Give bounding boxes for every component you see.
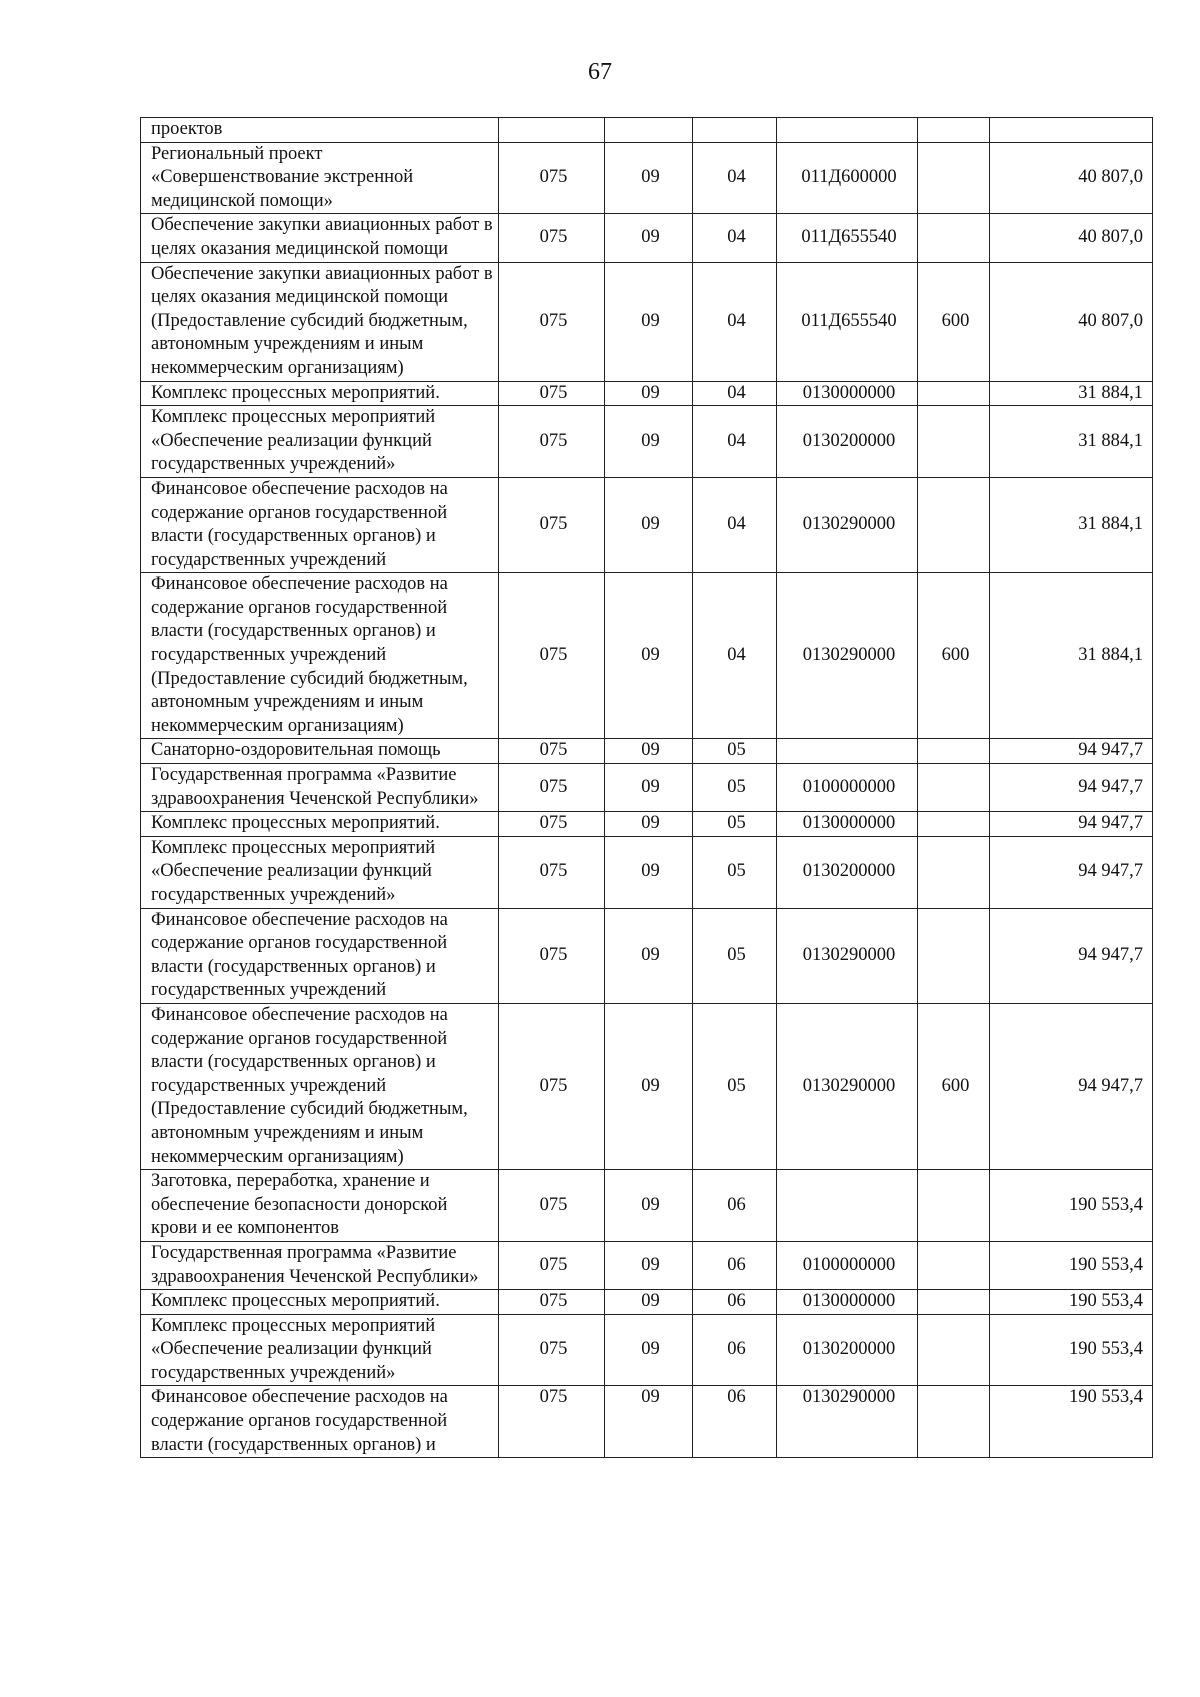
row-csr: 0130000000 [777, 1290, 918, 1315]
row-name: Комплекс процессных мероприятий. [141, 381, 499, 406]
row-rz: 09 [605, 142, 693, 214]
row-ved: 075 [499, 381, 605, 406]
table-row [141, 214, 1153, 262]
row-rz: 09 [605, 477, 693, 572]
row-name: Комплекс процессных мероприятий. [141, 812, 499, 837]
row-name: Обеспечение закупки авиационных работ в целях оказания медицинской помощи [141, 214, 499, 262]
row-sum: 94 947,7 [990, 908, 1153, 1003]
table-row [141, 406, 1153, 478]
row-csr: 0130290000 [777, 1003, 918, 1169]
row-rz: 09 [605, 573, 693, 739]
row-ved: 075 [499, 1290, 605, 1315]
row-ved: 075 [499, 1170, 605, 1242]
row-vr [918, 908, 990, 1003]
row-vr [918, 1290, 990, 1315]
row-sum: 40 807,0 [990, 142, 1153, 214]
page-number: 67 [588, 59, 612, 85]
row-name: Региональный проект «Совершенствование экстренной медицинской помощи» [141, 142, 499, 214]
row-csr: 0130200000 [777, 836, 918, 908]
row-pr: 06 [693, 1241, 777, 1289]
row-vr: 600 [918, 1003, 990, 1169]
table-row [141, 118, 1153, 143]
row-rz: 09 [605, 1170, 693, 1242]
row-sum: 94 947,7 [990, 836, 1153, 908]
row-rz: 09 [605, 739, 693, 764]
table-row [141, 1314, 1153, 1386]
row-pr: 04 [693, 477, 777, 572]
row-csr: 0130000000 [777, 381, 918, 406]
row-ved: 075 [499, 262, 605, 381]
row-pr: 04 [693, 262, 777, 381]
row-rz: 09 [605, 214, 693, 262]
table-row [141, 1290, 1153, 1315]
row-ved: 075 [499, 573, 605, 739]
row-ved: 075 [499, 477, 605, 572]
row-sum: 40 807,0 [990, 262, 1153, 381]
row-ved: 075 [499, 214, 605, 262]
row-rz: 09 [605, 381, 693, 406]
row-pr: 05 [693, 764, 777, 812]
row-name: Комплекс процессных мероприятий. [141, 1290, 499, 1315]
row-vr [918, 477, 990, 572]
row-pr: 04 [693, 406, 777, 478]
row-name: Финансовое обеспечение расходов на содержание органов государственной власти (государственных органов) и государственных учреждений (Предоставление субсидий бюджетным, автономным учреждениям и иным некоммерческим организациям) [141, 1003, 499, 1169]
row-pr: 05 [693, 1003, 777, 1169]
row-sum: 94 947,7 [990, 739, 1153, 764]
row-ved: 075 [499, 142, 605, 214]
row-ved: 075 [499, 406, 605, 478]
table-row [141, 381, 1153, 406]
row-vr [918, 812, 990, 837]
row-rz: 09 [605, 262, 693, 381]
row-csr [777, 118, 918, 143]
row-pr: 05 [693, 836, 777, 908]
row-rz: 09 [605, 908, 693, 1003]
row-pr: 05 [693, 908, 777, 1003]
row-csr: 0130290000 [777, 908, 918, 1003]
row-pr: 06 [693, 1170, 777, 1242]
row-sum: 190 553,4 [990, 1290, 1153, 1315]
row-csr: 0130290000 [777, 477, 918, 572]
row-name: Финансовое обеспечение расходов на содержание органов государственной власти (государственных органов) и государственных учреждений [141, 908, 499, 1003]
row-rz: 09 [605, 1314, 693, 1386]
budget-table-body [141, 118, 1153, 1458]
row-csr: 0130290000 [777, 1386, 918, 1458]
row-csr [777, 739, 918, 764]
row-rz: 09 [605, 406, 693, 478]
row-ved: 075 [499, 1003, 605, 1169]
row-sum: 31 884,1 [990, 573, 1153, 739]
row-vr: 600 [918, 262, 990, 381]
row-sum: 40 807,0 [990, 214, 1153, 262]
row-pr: 06 [693, 1314, 777, 1386]
row-sum: 31 884,1 [990, 406, 1153, 478]
row-pr: 05 [693, 739, 777, 764]
row-name: Финансовое обеспечение расходов на содержание органов государственной власти (государственных органов) и государственных учреждений [141, 477, 499, 572]
row-ved [499, 118, 605, 143]
row-sum [990, 118, 1153, 143]
row-vr [918, 1314, 990, 1386]
row-rz: 09 [605, 1241, 693, 1289]
row-vr [918, 739, 990, 764]
row-name: Комплекс процессных мероприятий «Обеспечение реализации функций государственных учреждений» [141, 406, 499, 478]
row-name: проектов [141, 118, 499, 143]
row-rz: 09 [605, 764, 693, 812]
row-name: Заготовка, переработка, хранение и обеспечение безопасности донорской крови и ее компонентов [141, 1170, 499, 1242]
row-name: Государственная программа «Развитие здравоохранения Чеченской Республики» [141, 1241, 499, 1289]
row-csr: 0130200000 [777, 1314, 918, 1386]
row-csr: 0130200000 [777, 406, 918, 478]
table-row [141, 739, 1153, 764]
row-vr [918, 1170, 990, 1242]
table-row [141, 262, 1153, 381]
row-pr: 04 [693, 381, 777, 406]
row-vr [918, 214, 990, 262]
row-csr: 011Д600000 [777, 142, 918, 214]
row-pr: 04 [693, 142, 777, 214]
row-vr [918, 118, 990, 143]
row-name: Государственная программа «Развитие здравоохранения Чеченской Республики» [141, 764, 499, 812]
row-sum: 94 947,7 [990, 812, 1153, 837]
row-vr [918, 836, 990, 908]
row-rz: 09 [605, 836, 693, 908]
row-rz: 09 [605, 812, 693, 837]
row-csr: 011Д655540 [777, 214, 918, 262]
row-ved: 075 [499, 908, 605, 1003]
row-sum: 31 884,1 [990, 381, 1153, 406]
row-ved: 075 [499, 812, 605, 837]
row-ved: 075 [499, 1314, 605, 1386]
row-sum: 31 884,1 [990, 477, 1153, 572]
table-row [141, 1170, 1153, 1242]
row-csr: 011Д655540 [777, 262, 918, 381]
table-row [141, 908, 1153, 1003]
row-ved: 075 [499, 764, 605, 812]
row-name: Обеспечение закупки авиационных работ в целях оказания медицинской помощи (Предоставление субсидий бюджетным, автономным учреждениям и иным некоммерческим организациям) [141, 262, 499, 381]
row-vr [918, 1241, 990, 1289]
row-rz: 09 [605, 1003, 693, 1169]
row-sum: 190 553,4 [990, 1386, 1153, 1458]
table-row [141, 477, 1153, 572]
row-ved: 075 [499, 836, 605, 908]
row-csr: 0100000000 [777, 1241, 918, 1289]
table-row [141, 573, 1153, 739]
table-row [141, 1003, 1153, 1169]
table-row [141, 1241, 1153, 1289]
row-name: Финансовое обеспечение расходов на содержание органов государственной власти (государственных органов) и [141, 1386, 499, 1458]
row-vr [918, 1386, 990, 1458]
row-pr: 06 [693, 1386, 777, 1458]
row-pr [693, 118, 777, 143]
row-rz: 09 [605, 1386, 693, 1458]
table-row [141, 142, 1153, 214]
row-csr: 0130290000 [777, 573, 918, 739]
row-name: Санаторно-оздоровительная помощь [141, 739, 499, 764]
table-row [141, 836, 1153, 908]
budget-table [140, 117, 1153, 1458]
row-pr: 04 [693, 573, 777, 739]
row-name: Комплекс процессных мероприятий «Обеспечение реализации функций государственных учреждений» [141, 1314, 499, 1386]
row-sum: 190 553,4 [990, 1241, 1153, 1289]
table-row [141, 1386, 1153, 1458]
row-pr: 05 [693, 812, 777, 837]
row-vr [918, 406, 990, 478]
row-rz [605, 118, 693, 143]
row-csr [777, 1170, 918, 1242]
row-sum: 94 947,7 [990, 764, 1153, 812]
row-csr: 0100000000 [777, 764, 918, 812]
row-sum: 94 947,7 [990, 1003, 1153, 1169]
row-vr [918, 764, 990, 812]
row-pr: 06 [693, 1290, 777, 1315]
row-pr: 04 [693, 214, 777, 262]
row-csr: 0130000000 [777, 812, 918, 837]
row-name: Комплекс процессных мероприятий «Обеспечение реализации функций государственных учреждений» [141, 836, 499, 908]
row-sum: 190 553,4 [990, 1170, 1153, 1242]
row-rz: 09 [605, 1290, 693, 1315]
row-vr: 600 [918, 573, 990, 739]
table-row [141, 812, 1153, 837]
row-name: Финансовое обеспечение расходов на содержание органов государственной власти (государственных органов) и государственных учреждений (Предоставление субсидий бюджетным, автономным учреждениям и иным некоммерческим организациям) [141, 573, 499, 739]
row-vr [918, 381, 990, 406]
table-row [141, 764, 1153, 812]
row-ved: 075 [499, 1386, 605, 1458]
row-ved: 075 [499, 739, 605, 764]
row-vr [918, 142, 990, 214]
row-ved: 075 [499, 1241, 605, 1289]
row-sum: 190 553,4 [990, 1314, 1153, 1386]
